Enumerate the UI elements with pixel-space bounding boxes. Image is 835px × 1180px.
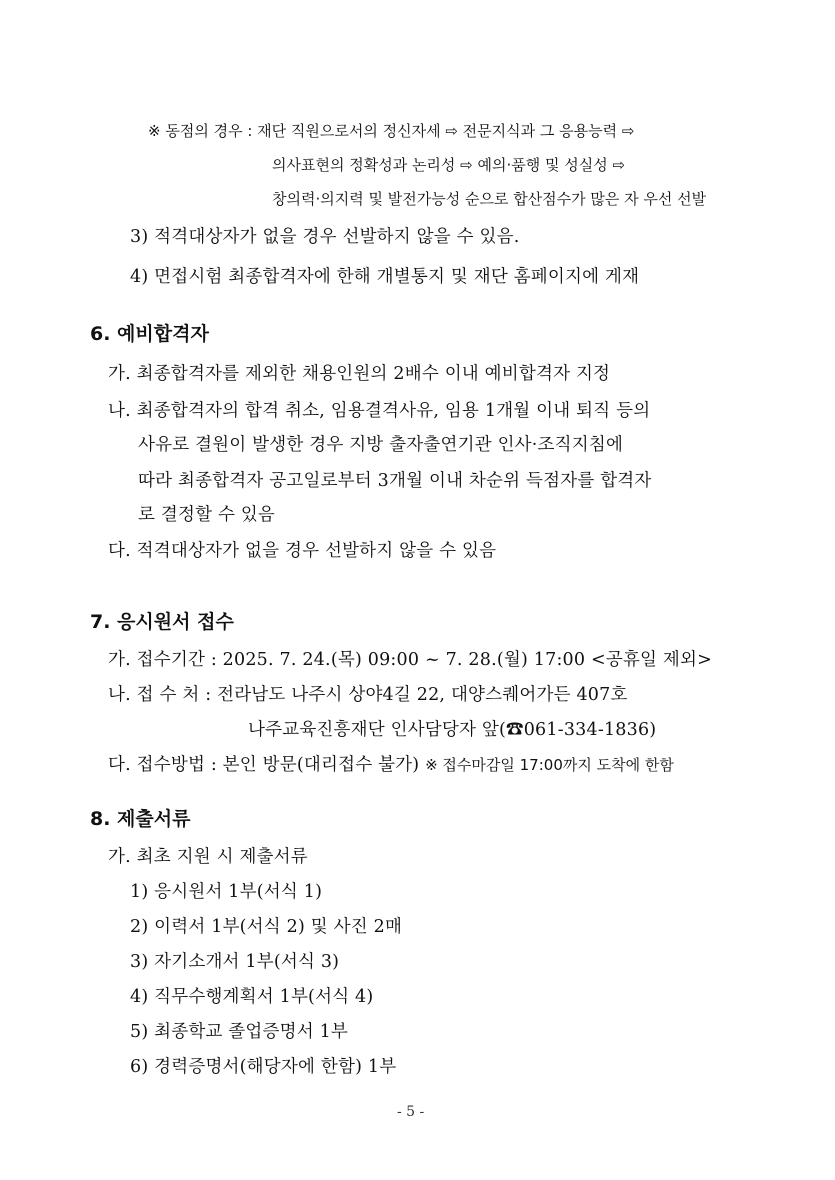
- section-8-item-2: 2) 이력서 1부(서식 2) 및 사진 2매: [130, 917, 403, 937]
- section-8-item-1: 1) 응시원서 1부(서식 1): [130, 882, 323, 902]
- section-7-na-line-1: 나. 접 수 처 : 전라남도 나주시 상야4길 22, 대양스퀘어가든 407호: [108, 685, 628, 705]
- section-7-na-line-2: 나주교육진흥재단 인사담당자 앞(☎061-334-1836): [248, 720, 657, 740]
- item-3: 3) 적격대상자가 없을 경우 선발하지 않을 수 있음.: [130, 227, 520, 247]
- section-7-da: [108, 753, 674, 777]
- page-number: - 5 -: [397, 1104, 425, 1120]
- item-4: 4) 면접시험 최종합격자에 한해 개별통지 및 재단 홈페이지에 게재: [130, 267, 640, 287]
- section-8-item-4: 4) 직무수행계획서 1부(서식 4): [130, 987, 374, 1007]
- section-6-na-line-1: 나. 최종합격자의 합격 취소, 임용결격사유, 임용 1개월 이내 퇴직 등의: [108, 401, 651, 421]
- section-6-na-line-3: 따라 최종합격자 공고일로부터 3개월 이내 차순위 득점자를 합격자: [138, 471, 652, 491]
- section-8-heading: 8. 제출서류: [90, 808, 191, 830]
- section-6-na-line-4: 로 결정할 수 있음: [138, 505, 276, 525]
- tie-note-line-1: ※ 동점의 경우 : 재단 직원으로서의 정신자세 ⇨ 전문지식과 그 응용능력 ⇨: [148, 122, 635, 140]
- section-6-na-line-2: 사유로 결원이 발생한 경우 지방 출자출연기관 인사·조직지침에: [138, 435, 624, 455]
- section-7-da-note: ※ 접수마감일 17:00까지 도착에 한함: [425, 756, 674, 774]
- section-7-da-main: 다. 접수방법 : 본인 방문(대리접수 불가): [108, 755, 420, 775]
- section-6-da: 다. 적격대상자가 없을 경우 선발하지 않을 수 있음: [108, 541, 497, 561]
- section-6-ga: 가. 최종합격자를 제외한 채용인원의 2배수 이내 예비합격자 지정: [108, 364, 611, 384]
- section-6-heading: 6. 예비합격자: [90, 323, 209, 345]
- tie-note-line-3: 창의력·의지력 및 발전가능성 순으로 합산점수가 많은 자 우선 선발: [272, 190, 707, 208]
- section-8-item-5: 5) 최종학교 졸업증명서 1부: [130, 1022, 349, 1042]
- tie-note-line-2: 의사표현의 정확성과 논리성 ⇨ 예의·품행 및 성실성 ⇨: [272, 156, 626, 174]
- section-7-heading: 7. 응시원서 접수: [90, 611, 234, 633]
- section-8-item-3: 3) 자기소개서 1부(서식 3): [130, 952, 340, 972]
- section-8-ga: 가. 최초 지원 시 제출서류: [108, 847, 308, 867]
- section-7-ga: 가. 접수기간 : 2025. 7. 24.(목) 09:00 ~ 7. 28.(월) 17:00 <공휴일 제외>: [108, 650, 712, 670]
- section-8-item-6: 6) 경력증명서(해당자에 한함) 1부: [130, 1057, 397, 1077]
